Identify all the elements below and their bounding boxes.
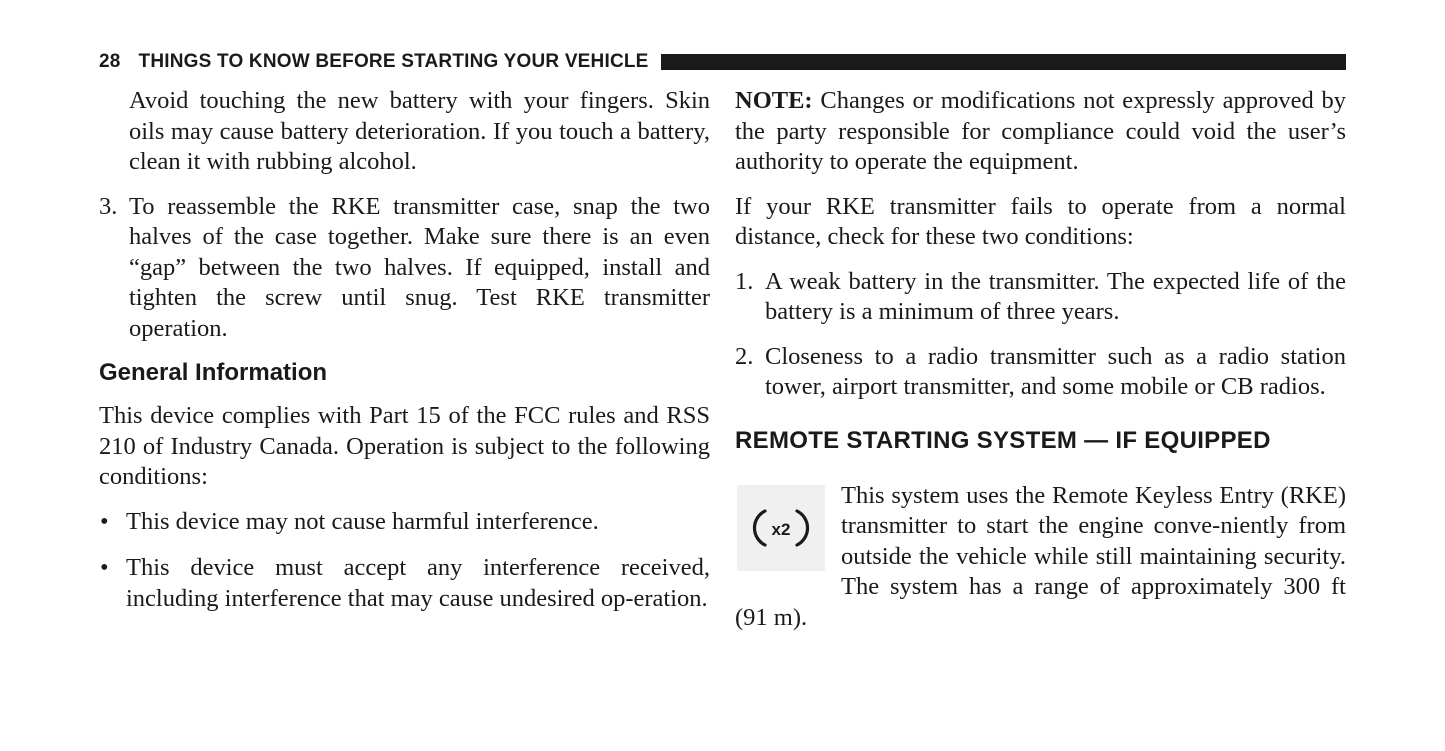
bullet-text: This device may not cause harmful interference. <box>126 507 599 535</box>
bullet-icon: • <box>100 507 109 535</box>
condition-text: Closeness to a radio transmitter such as a radio station tower, airport transmitter, and some mobile or CB radios. <box>765 342 1346 400</box>
battery-caution-text: Avoid touching the new battery with your fingers. Skin oils may cause battery deterioration. If you touch a battery, clean it with rubbing alcohol. <box>129 87 710 175</box>
right-column <box>735 86 1346 633</box>
bullet-item <box>99 553 710 614</box>
remote-icon-label: x2 <box>771 519 791 539</box>
remote-starting-heading: REMOTE STARTING SYSTEM — IF EQUIPPED <box>735 426 1271 454</box>
bullet-text: This device must accept any interference received, including interference that may cause undesired op-eration. <box>126 554 710 612</box>
remote-start-icon <box>735 483 829 575</box>
condition-item <box>735 342 1346 403</box>
remote-start-text: This system uses the Remote Keyless Entry (RKE) transmitter to start the engine conve-niently from outside the vehicle while still maintaining security. The system has a range of approximately 300 ft (91 m). <box>735 481 1346 631</box>
note-label: NOTE: <box>735 87 813 114</box>
header-rule <box>661 54 1346 70</box>
condition-number: 1. <box>735 267 754 295</box>
page-header <box>99 50 1346 74</box>
failure-paragraph: If your RKE transmitter fails to operate from a normal distance, check for these two conditions: <box>735 192 1346 250</box>
chapter-title: THINGS TO KNOW BEFORE STARTING YOUR VEHICLE <box>138 51 649 72</box>
step-number: 3. <box>99 192 118 220</box>
step-3 <box>99 192 710 345</box>
remote-start-section <box>735 481 1346 634</box>
condition-number: 2. <box>735 342 754 370</box>
fcc-compliance-paragraph: This device complies with Part 15 of the FCC rules and RSS 210 of Industry Canada. Operation is subject to the following conditions: <box>99 402 710 490</box>
bullet-icon: • <box>100 554 109 581</box>
note-text: Changes or modifications not expressly approved by the party responsible for compliance could void the user’s authority to operate the equipment. <box>735 87 1347 175</box>
note-paragraph <box>735 86 1346 178</box>
bullet-item <box>99 507 710 538</box>
condition-text: A weak battery in the transmitter. The expected life of the battery is a minimum of three years. <box>765 267 1346 325</box>
page-number: 28 <box>99 51 121 72</box>
general-information-heading: General Information <box>99 359 328 386</box>
condition-item <box>735 267 1346 328</box>
left-column <box>99 86 710 614</box>
step-text: To reassemble the RKE transmitter case, snap the two halves of the case together. Make sure there is an even “gap” between the two halves. If equipped, install and tighten the screw until snug. Test RKE transmitter operation. <box>129 192 710 342</box>
